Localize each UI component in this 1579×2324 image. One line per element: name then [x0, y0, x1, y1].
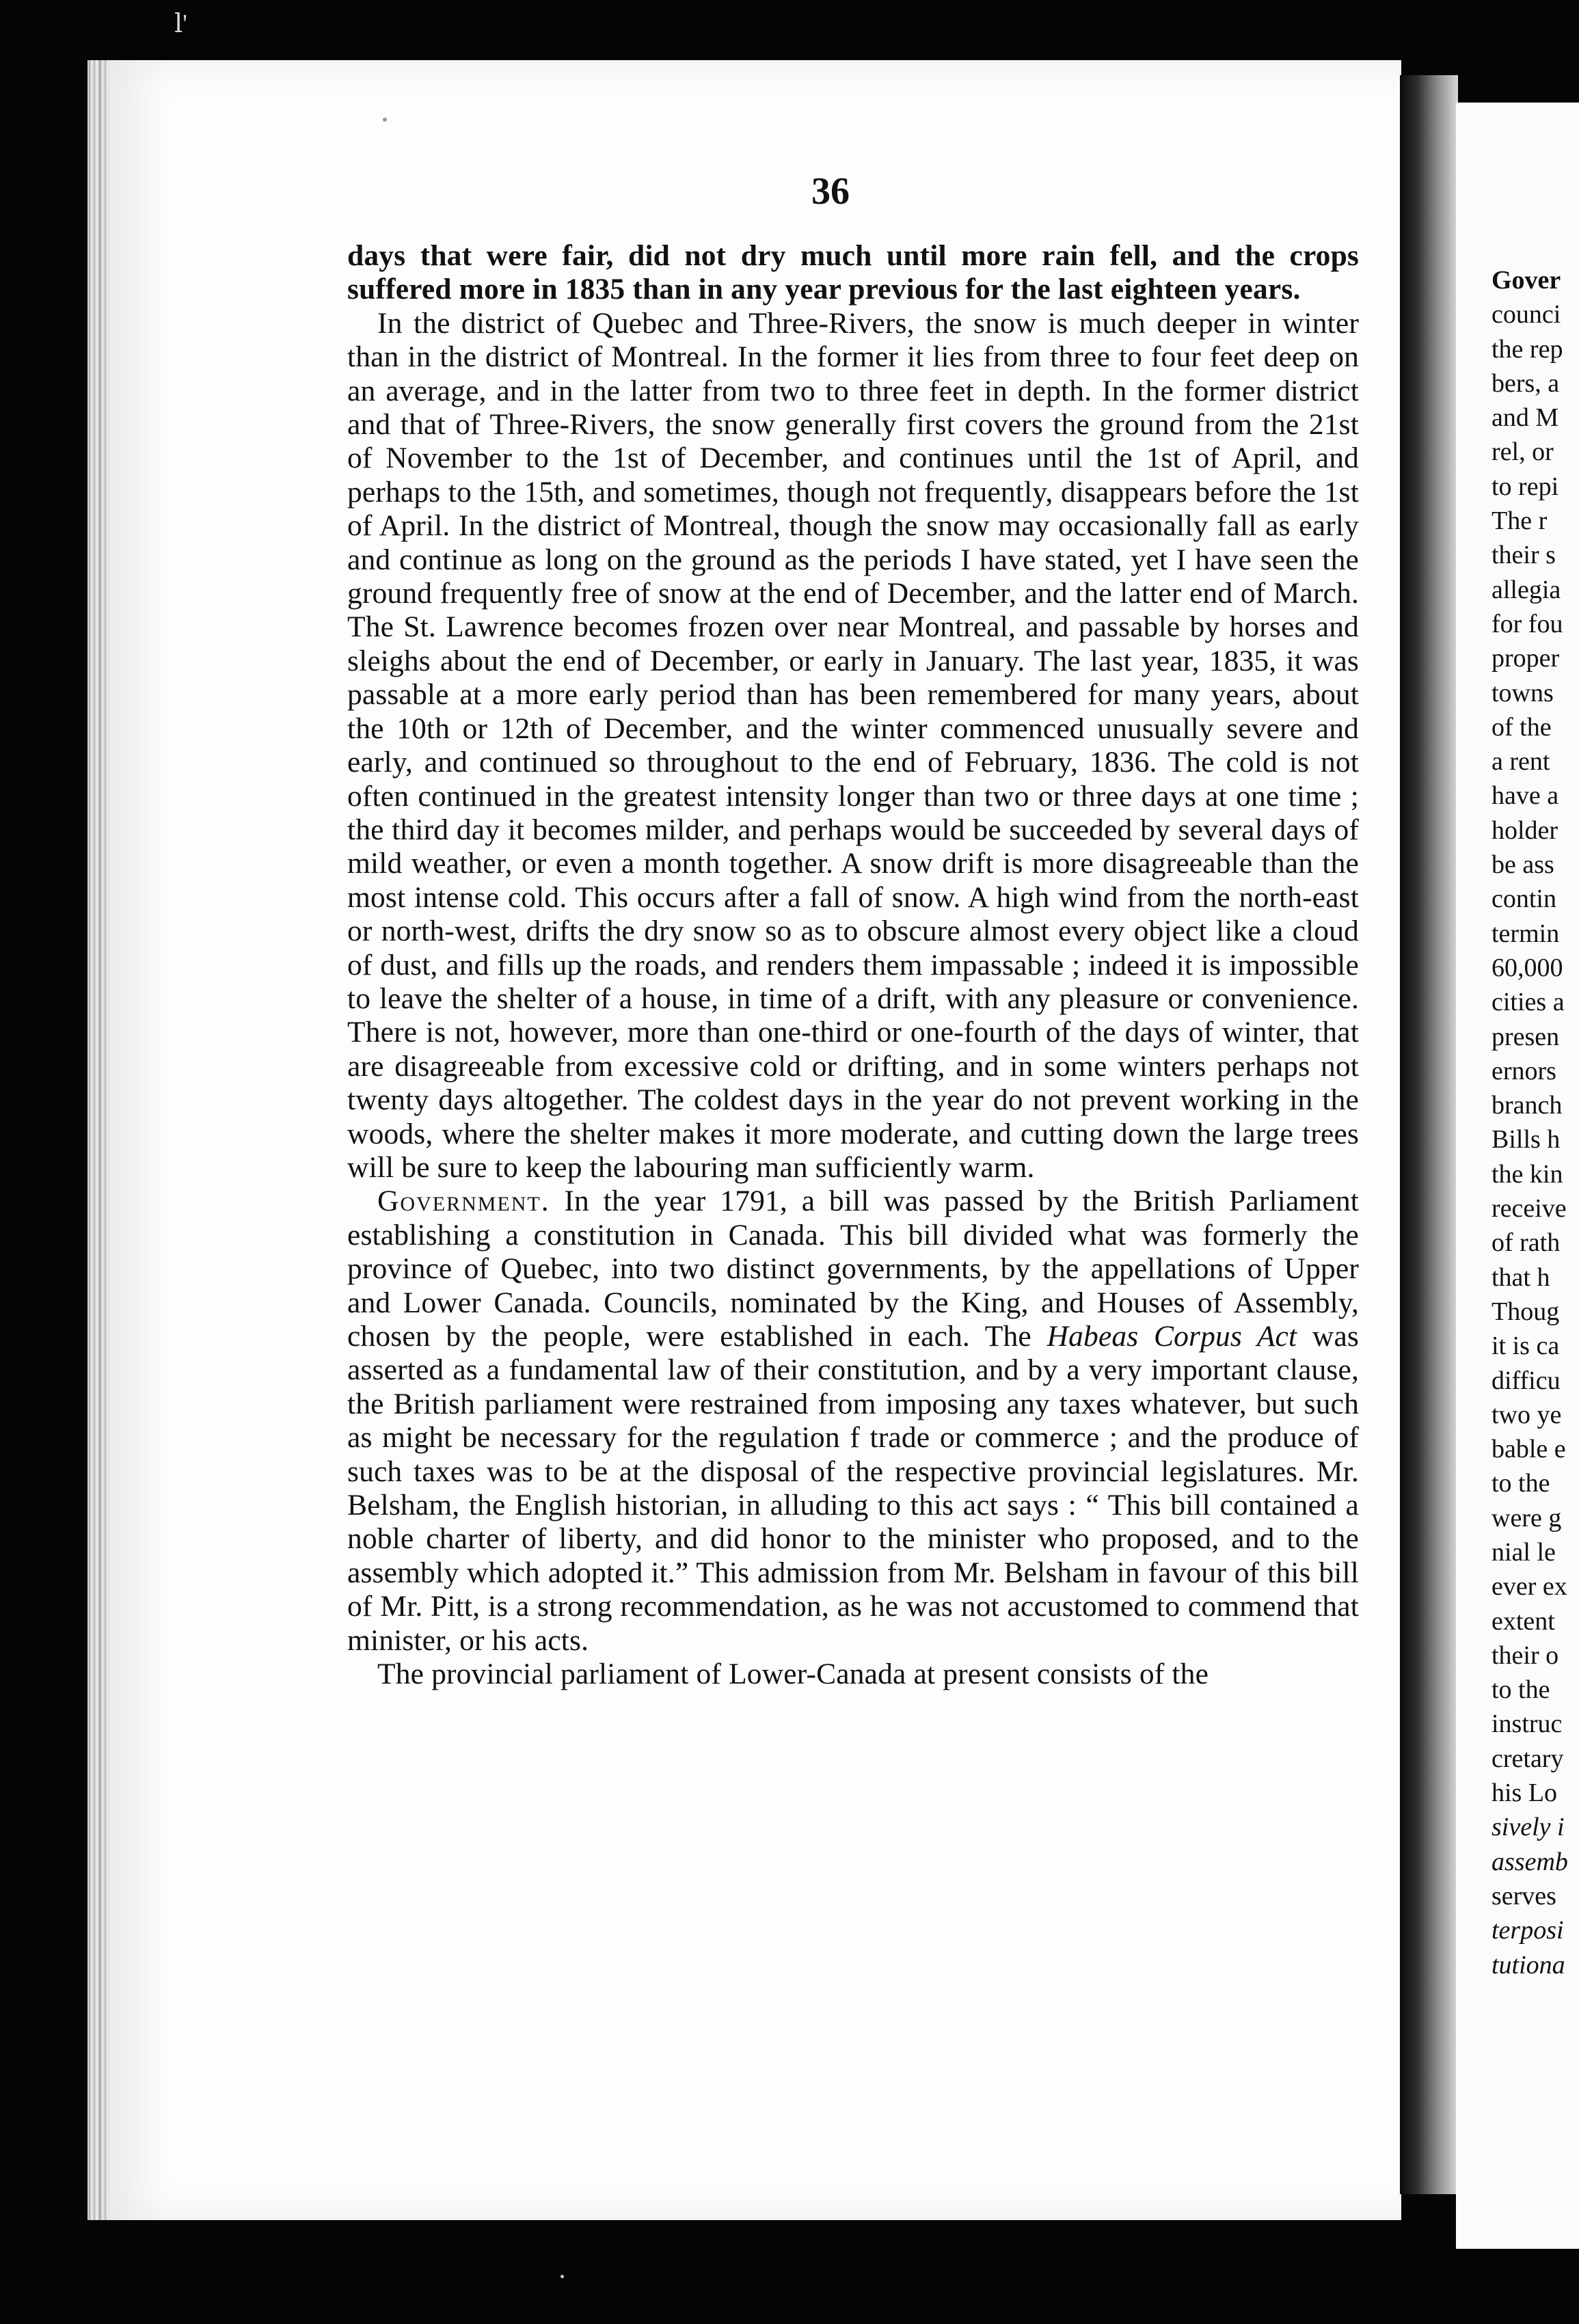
paragraph-government: Government. In the year 1791, a bill was passed by the British Parliament establishing a constitution in Canada. This bill divided what was formerly the province of Quebec, into two distinct governments, by the appellations of Upper and Lower Canada. Councils, nominated by the King, and Houses of Assembly, chosen by the people, were established in each. The Habeas Corpus Act was asserted as a fundamental law of their constitution, and by a very important clause, the British parliament were restrained from imposing any taxes whatever, but such as might be necessary for the regulation f trade or commerce ; and the produce of such taxes was to be at the disposal of the respective provincial legislatures. Mr. Belsham, the English historian, in alluding to this act says : “ This bill contained a noble charter of liberty, and did honor to the minister who proposed, and to the assembly which adopted it.” This admission from Mr. Belsham in favour of this bill of Mr. Pitt, is a strong recommendation, as he was not accustomed to commend that minister, or his acts. — [347, 1185, 1359, 1657]
right-page-line: terposi — [1492, 1916, 1564, 1945]
right-page-line: Thoug — [1492, 1297, 1560, 1326]
right-page-line: have a — [1492, 781, 1559, 811]
right-page-line: holder — [1492, 815, 1558, 845]
right-page-line: two ye — [1492, 1400, 1562, 1429]
right-page-line: instruc — [1492, 1710, 1563, 1739]
scan-mark: ⅼ' — [174, 10, 187, 38]
book-gutter — [1400, 75, 1458, 2194]
right-page-line: their o — [1492, 1640, 1559, 1670]
right-page-line: his Lo — [1492, 1779, 1558, 1808]
right-page-line: of rath — [1492, 1228, 1561, 1258]
right-page-text — [1492, 263, 1579, 1982]
act-title: Habeas Corpus Act — [1047, 1320, 1297, 1353]
right-page-line: to the — [1492, 1675, 1550, 1705]
right-page-line: to repi — [1492, 472, 1559, 501]
right-page-line: bers, a — [1492, 368, 1560, 398]
right-page-line: tutiona — [1492, 1950, 1565, 1980]
paragraph: The provincial parliament of Lower-Canada at present consists of the — [377, 1658, 1209, 1691]
right-page-line: the rep — [1492, 334, 1563, 364]
right-page-line: The r — [1492, 506, 1548, 536]
right-page-line: termin — [1492, 919, 1560, 948]
right-page-line: assemb — [1492, 1847, 1568, 1876]
right-page-line: be ass — [1492, 850, 1554, 880]
right-page-line: counci — [1492, 300, 1561, 329]
right-page-line: a rent — [1492, 747, 1550, 776]
right-page-line: contin — [1492, 884, 1556, 914]
page-number: 36 — [811, 170, 850, 213]
right-page-line: extent — [1492, 1606, 1555, 1636]
right-page-line: it is ca — [1492, 1332, 1560, 1361]
body-text — [347, 239, 1359, 1691]
right-page-line: bable e — [1492, 1435, 1566, 1464]
right-page-line: ever ex — [1492, 1572, 1567, 1602]
speck — [383, 118, 387, 122]
section-heading: Government. — [377, 1185, 550, 1218]
right-page-line: their s — [1492, 541, 1556, 570]
right-page-line: serves — [1492, 1881, 1556, 1910]
speck — [561, 2275, 564, 2278]
right-page-line: presen — [1492, 1022, 1560, 1051]
right-page-line: nial le — [1492, 1537, 1556, 1567]
right-page-line: were g — [1492, 1503, 1562, 1532]
right-page-line: allegia — [1492, 575, 1561, 604]
right-page-line: proper — [1492, 644, 1560, 673]
paragraph: In the district of Quebec and Three-Rivers, the snow is much deeper in winter than in the district of Montreal. In the former it lies from three to four feet deep on an average, and in the latter from two to three feet in depth. In the former district and that of Three-Rivers, the snow generally first covers the ground from the 21st of November to the 1st of December, and continues until the 1st of April, and perhaps to the 15th, and sometimes, though not frequently, disappears before the 1st of April. In the district of Montreal, though the snow may occasionally fall as early and continue as long on the ground as the periods I have stated, yet I have seen the ground frequently free of snow at the end of December, and the latter end of March. The St. Lawrence becomes frozen over near Montreal, and passable by horses and sleighs about the end of December, or early in January. The last year, 1835, it was passable at a more early period than has been remembered for many years, about the 10th or 12th of December, and the winter commenced unusually severe and early, and continued so throughout to the end of February, 1836. The cold is not often continued in the greatest intensity longer than two or three days at one time ; the third day it becomes milder, and perhaps would be succeeded by several days of mild weather, or even a month together. A snow drift is more disagreeable than the most intense cold. This occurs after a fall of snow. A high wind from the north-east or north-west, drifts the dry snow so as to obscure almost every object like a cloud of dust, and fills up the roads, and renders them impassable ; indeed it is impossible to leave the shelter of a house, in time of a drift, with any pleasure or convenience. There is not, however, more than one-third or one-fourth of the days of winter, that are disagreeable from excessive cold or drifting, and in some winters perhaps not twenty days altogether. The coldest days in the year do not prevent working in the woods, where the shelter makes it more moderate, and cutting down the large trees will be sure to keep the labouring man sufficiently warm. — [347, 306, 1359, 1184]
right-page-line: cities a — [1492, 988, 1565, 1017]
paragraph: days that were fair, did not dry much until more rain fell, and the crops suffered more in 1835 than in any year previous for the last eighteen years. — [347, 239, 1359, 306]
right-page-line: the kin — [1492, 1159, 1563, 1189]
right-page-line: for fou — [1492, 609, 1563, 638]
right-page-line: of the — [1492, 712, 1552, 742]
right-page-line: branch — [1492, 1091, 1563, 1120]
right-page-line: to the — [1492, 1469, 1550, 1498]
right-page-line: sively i — [1492, 1813, 1565, 1842]
right-page-line: cretary — [1492, 1744, 1564, 1773]
right-page-line: ernors — [1492, 1056, 1556, 1085]
right-page-line: 60,000 — [1492, 953, 1563, 982]
right-page-line: rel, or — [1492, 437, 1554, 467]
right-page-line: that h — [1492, 1262, 1550, 1292]
right-page-line: and M — [1492, 403, 1559, 433]
right-page-line: difficu — [1492, 1366, 1561, 1395]
right-page-line: towns — [1492, 678, 1554, 707]
right-page-line: Gover — [1492, 266, 1561, 295]
right-page-line: Bills h — [1492, 1125, 1561, 1154]
right-page-line: receive — [1492, 1194, 1567, 1224]
